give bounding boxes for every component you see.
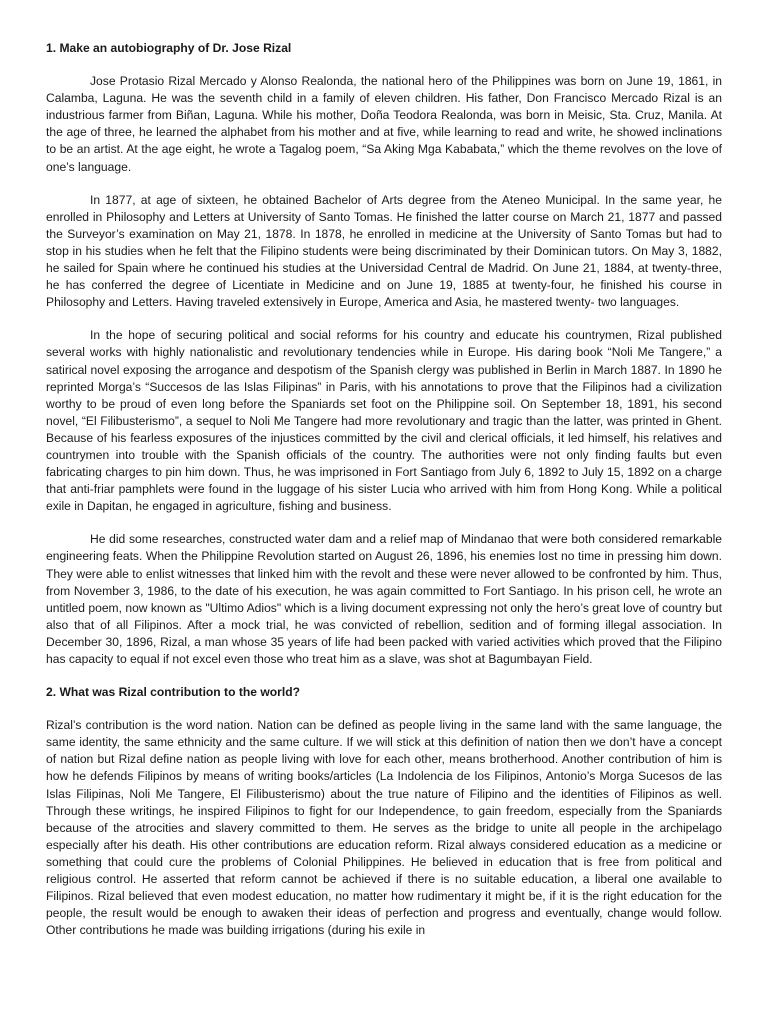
paragraph-contribution: Rizal’s contribution is the word nation. Nation can be defined as people living in the same land with the same language, the same identity, the same ethnicity and the same culture. If we will stick at this definition of nation then we don’t have a concept of nation but Rizal define nation as people living with love for each other, means brotherhood. Another contribution of him is how he defends Filipinos by means of writing books/articles (La Indolencia de los Filipinos, Antonio’s Morga Sucesos de las Islas Filipinas, Noli Me Tangere, El Filibusterismo) about the true nature of Filipino and the identities of Filipinos as well. Through these writings, he inspired Filipinos to fight for our Independence, to gain freedom, especially from the Spaniards because of the atrocities and slavery committed to them. He serves as the bridge to unite all people in the archipelago especially after his death. His other contributions are education reform. Rizal always considered education as a medicine or something that could cure the problems of Colonial Philippines. He believed in education that is free from political and religious control. He asserted that reform cannot be achieved if there is no suitable education, a liberal one available to Filipinos. Rizal believed that even modest education, no matter how rudimentary it might be, if it is the right education for the people, the result would be enough to awaken their ideas of perfection and progress and eventually, change would follow. Other contributions he made was building irrigations (during his exile in [46,718,722,938]
paragraph-birth-and-family: Jose Protasio Rizal Mercado y Alonso Realonda, the national hero of the Philippines was born on June 19, 1861, in Calamba, Laguna. He was the seventh child in a family of eleven children. His father, Don Francisco Mercado Rizal is an industrious farmer from Biñan, Laguna. While his mother, Doña Teodora Realonda, was born in Meisic, Sta. Cruz, Manila. At the age of three, he learned the alphabet from his mother and at five, while learning to read and write, he showed inclinations to be an artist. At the age eight, he wrote a Tagalog poem, “Sa Aking Mga Kababata,” which the theme revolves on the love of one’s language. [46,74,722,174]
paragraph-later-life-and-execution: He did some researches, constructed water dam and a relief map of Mindanao that were both considered remarkable engineering feats. When the Philippine Revolution started on August 26, 1896, his enemies lost no time in pressing him down. They were able to enlist witnesses that linked him with the revolt and these were never allowed to be confronted by him. Thus, from November 3, 1986, to the date of his execution, he was again committed to Fort Santiago. In his prison cell, he wrote an untitled poem, now known as "Ultimo Adios" which is a living document expressing not only the hero’s great love of country but also that of all Filipinos. After a mock trial, he was convicted of rebellion, sedition and of forming illegal association. In December 30, 1896, Rizal, a man whose 35 years of life had been packed with varied activities which proved that the Filipino has capacity to equal if not excel even those who treat him as a slave, was shot at Bagumbayan Field. [46,532,722,666]
document-page [46,40,722,939]
paragraph-political-works: In the hope of securing political and social reforms for his country and educate his countrymen, Rizal published several works with highly nationalistic and revolutionary tendencies while in Europe. His daring book “Noli Me Tangere,” a satirical novel exposing the arrogance and despotism of the Spanish clergy was published in Berlin in March 1887. In 1890 he reprinted Morga’s “Succesos de las Islas Filipinas” in Paris, with his annotations to prove that the Filipinos had a civilization worthy to be proud of even long before the Spaniards set foot on the Philippine soil. On September 18, 1891, his second novel, “El Filibusterismo”, a sequel to Noli Me Tangere had more revolutionary and tragic than the latter, was printed in Ghent. Because of his fearless exposures of the injustices committed by the civil and clerical officials, it led himself, his relatives and countrymen into trouble with the Spanish officials of the country. The authorities were not only finding faults but even fabricating charges to pin him down. Thus, he was imprisoned in Fort Santiago from July 6, 1892 to July 15, 1892 on a charge that anti-friar pamphlets were found in the luggage of his sister Lucia who arrived with him from Hong Kong. While a political exile in Dapitan, he engaged in agriculture, fishing and business. [46,328,722,514]
paragraph-education: In 1877, at age of sixteen, he obtained Bachelor of Arts degree from the Ateneo Municipal. In the same year, he enrolled in Philosophy and Letters at University of Santo Tomas. He finished the latter course on March 21, 1877 and passed the Surveyor’s examination on May 21, 1878. In 1878, he enrolled in medicine at the University of Santo Tomas but had to stop in his studies when he felt that the Filipino students were being discriminated by their Dominican tutors. On May 3, 1882, he sailed for Spain where he continued his studies at the Universidad Central de Madrid. On June 21, 1884, at twenty-three, he has conferred the degree of Licentiate in Medicine and on June 19, 1885 at twenty-four, he finished his course in Philosophy and Letters. Having traveled extensively in Europe, America and Asia, he mastered twenty- two languages. [46,192,722,310]
question-1-heading: 1. Make an autobiography of Dr. Jose Rizal [46,41,292,55]
question-2-heading: 2. What was Rizal contribution to the world? [46,685,300,700]
